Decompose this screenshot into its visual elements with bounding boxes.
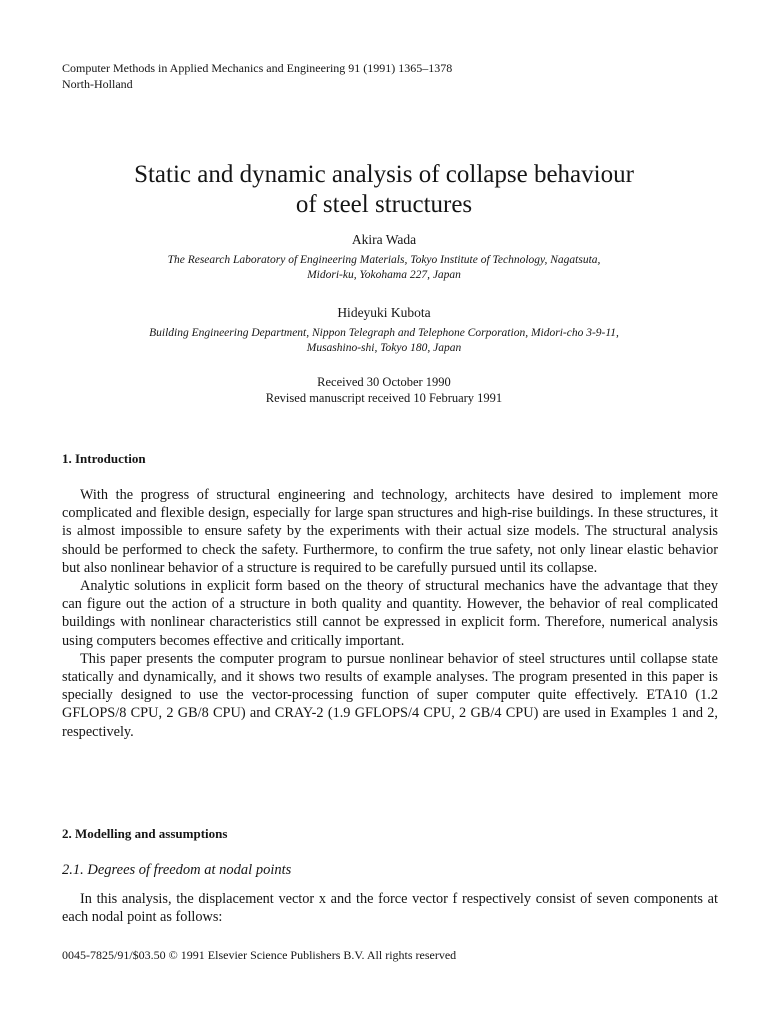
author-name-1: Akira Wada <box>351 232 417 247</box>
section-2-body <box>62 890 718 926</box>
copyright-footer: 0045-7825/91/$03.50 © 1991 Elsevier Science Publishers B.V. All rights reserved <box>62 948 457 962</box>
title-line-2: of steel structures <box>295 191 473 218</box>
received-date: Received 30 October 1990 <box>317 375 451 389</box>
section-1-body <box>62 486 718 741</box>
subsection-2-1-heading: 2.1. Degrees of freedom at nodal points <box>62 862 292 878</box>
intro-paragraph-1: With the progress of structural engineering and technology, architects have desired to implement more complicated and flexible design, especially for large span structures and high-rise buildings. In these structures, it is almost impossible to ensure safety by the experiments with their actual size models. The structural analysis should be performed to check the safety. Furthermore, to confirm the true safety, not only linear elastic behavior but also nonlinear behavior of a structure is required to be carefully pursued until its collapse. <box>62 487 718 576</box>
affiliation-1-line-1: The Research Laboratory of Engineering Materials, Tokyo Institute of Technology, Nagatsuta, <box>167 254 601 266</box>
intro-paragraph-3: This paper presents the computer program to pursue nonlinear behavior of steel structures until collapse state statically and dynamically, and it shows two results of example analyses. The program presented in this paper is specially designed to use the vector-processing function of super computer quite effectively. ETA10 (1.2 GFLOPS/8 CPU, 2 GB/8 CPU) and CRAY-2 (1.9 GFLOPS/4 CPU, 2 GB/4 CPU) are used in Examples 1 and 2, respectively. <box>62 650 718 740</box>
paper-title <box>0 160 768 220</box>
title-line-1: Static and dynamic analysis of collapse behaviour <box>134 161 634 188</box>
affiliation-1-line-2: Midori-ku, Yokohama 227, Japan <box>307 269 461 281</box>
revised-date: Revised manuscript received 10 February 1991 <box>265 391 503 405</box>
author-name-2: Hideyuki Kubota <box>337 305 431 320</box>
manuscript-dates <box>0 374 768 406</box>
intro-paragraph-2: Analytic solutions in explicit form based on the theory of structural mechanics have the advantage that they can figure out the action of a structure in both quality and quantity. However, the behavior of real complicated buildings with nonlinear characteristics still cannot be expressed in explicit form. Therefore, numerical analysis using computers becomes effective and critically important. <box>62 578 718 649</box>
journal-header <box>62 60 452 92</box>
section-1-heading: 1. Introduction <box>62 451 146 466</box>
section-2-paragraph: In this analysis, the displacement vector x and the force vector f respectively consist of seven components at each nodal point as follows: <box>62 891 718 926</box>
journal-citation: Computer Methods in Applied Mechanics and Engineering 91 (1991) 1365–1378 <box>62 61 453 75</box>
publisher-name: North-Holland <box>62 77 133 91</box>
affiliation-2-line-1: Building Engineering Department, Nippon Telegraph and Telephone Corporation, Midori-cho 3-9-11, <box>149 327 619 339</box>
affiliation-2-line-2: Musashino-shi, Tokyo 180, Japan <box>306 342 462 354</box>
author-affiliation-1 <box>60 253 708 283</box>
author-affiliation-2 <box>60 326 708 356</box>
section-2-heading: 2. Modelling and assumptions <box>62 826 228 841</box>
